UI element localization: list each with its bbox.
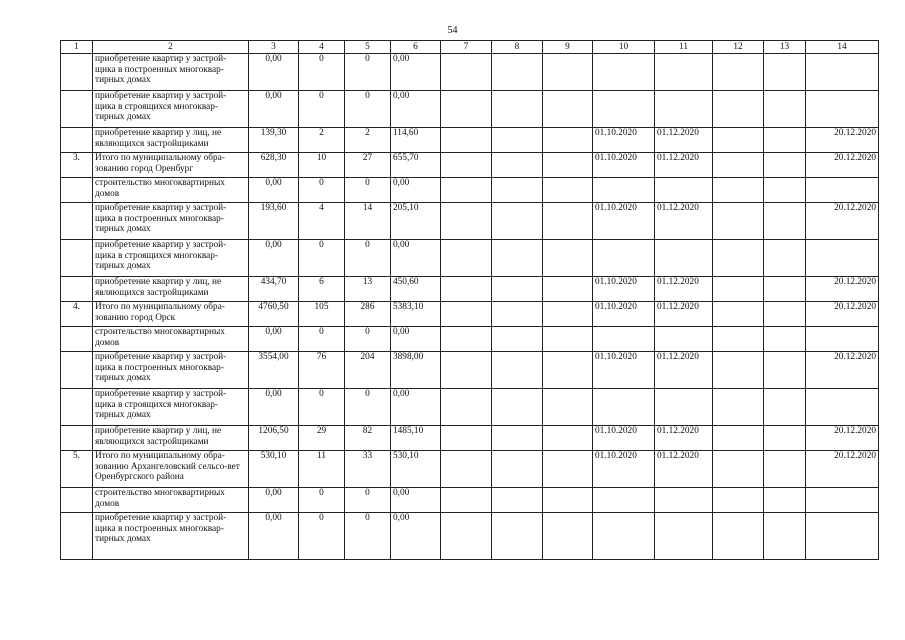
date-final-cell: 20.12.2020	[806, 352, 879, 389]
empty-cell	[441, 488, 492, 513]
date-end-cell	[655, 513, 713, 560]
table-row	[61, 277, 879, 302]
date-final-cell	[806, 488, 879, 513]
empty-cell	[713, 451, 764, 488]
empty-cell	[543, 302, 593, 327]
column-header: 12	[713, 41, 764, 54]
empty-cell	[441, 327, 492, 352]
apartments-count-cell: 76	[299, 352, 345, 389]
empty-cell	[713, 302, 764, 327]
row-number-cell	[61, 203, 93, 240]
area-cell: 0,00	[391, 54, 441, 91]
empty-cell	[713, 327, 764, 352]
area-cell: 0,00	[391, 513, 441, 560]
description-cell: приобретение квартир у застрой-щика в построенных многоквар-тирных домах	[93, 513, 249, 560]
description-cell: приобретение квартир у застрой-щика в строящихся многоквар-тирных домах	[93, 389, 249, 426]
date-end-cell	[655, 91, 713, 128]
date-end-cell: 01.12.2020	[655, 153, 713, 178]
row-number-cell	[61, 426, 93, 451]
empty-cell	[543, 426, 593, 451]
empty-cell	[713, 488, 764, 513]
date-end-cell: 01.12.2020	[655, 203, 713, 240]
empty-cell	[492, 389, 543, 426]
cost-cell: 0,00	[249, 513, 299, 560]
column-header: 2	[93, 41, 249, 54]
date-final-cell: 20.12.2020	[806, 302, 879, 327]
table-row	[61, 426, 879, 451]
empty-cell	[441, 178, 492, 203]
area-cell: 530,10	[391, 451, 441, 488]
empty-cell	[441, 389, 492, 426]
row-number-cell: 4.	[61, 302, 93, 327]
area-cell: 3898,00	[391, 352, 441, 389]
cost-cell: 3554,00	[249, 352, 299, 389]
empty-cell	[713, 153, 764, 178]
residents-count-cell: 33	[345, 451, 391, 488]
date-end-cell	[655, 178, 713, 203]
residents-count-cell: 0	[345, 327, 391, 352]
row-number-cell	[61, 128, 93, 153]
date-final-cell	[806, 240, 879, 277]
empty-cell	[713, 178, 764, 203]
area-cell: 5383,10	[391, 302, 441, 327]
date-start-cell	[593, 389, 655, 426]
cost-cell: 139,30	[249, 128, 299, 153]
column-header: 4	[299, 41, 345, 54]
apartments-count-cell: 6	[299, 277, 345, 302]
empty-cell	[764, 513, 806, 560]
area-cell: 0,00	[391, 327, 441, 352]
table-row	[61, 352, 879, 389]
residents-count-cell: 0	[345, 513, 391, 560]
residents-count-cell: 2	[345, 128, 391, 153]
empty-cell	[492, 203, 543, 240]
empty-cell	[713, 389, 764, 426]
description-cell: строительство многоквартирных домов	[93, 488, 249, 513]
empty-cell	[713, 128, 764, 153]
area-cell: 0,00	[391, 488, 441, 513]
date-start-cell	[593, 240, 655, 277]
empty-cell	[543, 389, 593, 426]
empty-cell	[764, 352, 806, 389]
apartments-count-cell: 10	[299, 153, 345, 178]
date-end-cell: 01.12.2020	[655, 277, 713, 302]
cost-cell: 4760,50	[249, 302, 299, 327]
empty-cell	[492, 302, 543, 327]
date-start-cell: 01.10.2020	[593, 128, 655, 153]
apartments-count-cell: 0	[299, 240, 345, 277]
apartments-count-cell: 0	[299, 513, 345, 560]
description-cell: строительство многоквартирных домов	[93, 327, 249, 352]
empty-cell	[441, 302, 492, 327]
area-cell: 205,10	[391, 203, 441, 240]
page-number: 54	[447, 25, 458, 36]
area-cell: 0,00	[391, 389, 441, 426]
cost-cell: 1206,50	[249, 426, 299, 451]
date-final-cell: 20.12.2020	[806, 277, 879, 302]
table-row	[61, 54, 879, 91]
apartments-count-cell: 11	[299, 451, 345, 488]
cost-cell: 0,00	[249, 54, 299, 91]
table-row	[61, 128, 879, 153]
empty-cell	[713, 426, 764, 451]
row-number-cell	[61, 91, 93, 128]
empty-cell	[764, 240, 806, 277]
empty-cell	[764, 54, 806, 91]
apartments-count-cell: 0	[299, 488, 345, 513]
row-number-cell	[61, 352, 93, 389]
description-cell: Итого по муниципальному обра-зованию город Оренбург	[93, 153, 249, 178]
description-cell: приобретение квартир у лиц, не являющихся застройщиками	[93, 128, 249, 153]
apartments-count-cell: 2	[299, 128, 345, 153]
date-start-cell	[593, 91, 655, 128]
row-number-cell: 5.	[61, 451, 93, 488]
empty-cell	[492, 91, 543, 128]
date-end-cell	[655, 488, 713, 513]
date-start-cell: 01.10.2020	[593, 451, 655, 488]
date-end-cell: 01.12.2020	[655, 302, 713, 327]
date-final-cell: 20.12.2020	[806, 128, 879, 153]
column-header: 10	[593, 41, 655, 54]
table-row	[61, 91, 879, 128]
cost-cell: 530,10	[249, 451, 299, 488]
date-end-cell	[655, 54, 713, 91]
empty-cell	[492, 178, 543, 203]
table-row	[61, 451, 879, 488]
empty-cell	[713, 513, 764, 560]
empty-cell	[441, 91, 492, 128]
cost-cell: 0,00	[249, 240, 299, 277]
date-start-cell: 01.10.2020	[593, 153, 655, 178]
table-row	[61, 327, 879, 352]
column-header: 9	[543, 41, 593, 54]
table-body	[61, 54, 879, 560]
empty-cell	[764, 451, 806, 488]
row-number-cell	[61, 488, 93, 513]
row-number-cell: 3.	[61, 153, 93, 178]
apartments-count-cell: 105	[299, 302, 345, 327]
table-row	[61, 203, 879, 240]
empty-cell	[543, 240, 593, 277]
area-cell: 0,00	[391, 178, 441, 203]
apartments-count-cell: 0	[299, 327, 345, 352]
empty-cell	[441, 54, 492, 91]
description-cell: строительство многоквартирных домов	[93, 178, 249, 203]
table-row	[61, 178, 879, 203]
row-number-cell	[61, 389, 93, 426]
column-number-row	[61, 41, 879, 54]
residents-count-cell: 286	[345, 302, 391, 327]
column-header: 11	[655, 41, 713, 54]
apartments-count-cell: 29	[299, 426, 345, 451]
table-row	[61, 513, 879, 560]
date-end-cell: 01.12.2020	[655, 426, 713, 451]
apartments-count-cell: 0	[299, 178, 345, 203]
cost-cell: 0,00	[249, 91, 299, 128]
empty-cell	[764, 203, 806, 240]
empty-cell	[543, 451, 593, 488]
date-final-cell: 20.12.2020	[806, 426, 879, 451]
cost-cell: 434,70	[249, 277, 299, 302]
row-number-cell	[61, 240, 93, 277]
column-header: 5	[345, 41, 391, 54]
empty-cell	[764, 91, 806, 128]
date-start-cell	[593, 488, 655, 513]
date-start-cell	[593, 513, 655, 560]
date-end-cell: 01.12.2020	[655, 352, 713, 389]
empty-cell	[764, 178, 806, 203]
empty-cell	[492, 513, 543, 560]
description-cell: приобретение квартир у застрой-щика в построенных многоквар-тирных домах	[93, 352, 249, 389]
empty-cell	[764, 128, 806, 153]
residents-count-cell: 0	[345, 178, 391, 203]
apartments-count-cell: 0	[299, 91, 345, 128]
description-cell: приобретение квартир у лиц, не являющихся застройщиками	[93, 277, 249, 302]
empty-cell	[441, 240, 492, 277]
apartments-count-cell: 4	[299, 203, 345, 240]
empty-cell	[764, 327, 806, 352]
date-end-cell	[655, 240, 713, 277]
residents-count-cell: 14	[345, 203, 391, 240]
empty-cell	[713, 277, 764, 302]
empty-cell	[441, 203, 492, 240]
empty-cell	[543, 488, 593, 513]
column-header: 14	[806, 41, 879, 54]
date-final-cell	[806, 389, 879, 426]
date-final-cell	[806, 513, 879, 560]
cost-cell: 193,60	[249, 203, 299, 240]
empty-cell	[492, 352, 543, 389]
area-cell: 114,60	[391, 128, 441, 153]
date-end-cell	[655, 327, 713, 352]
date-final-cell: 20.12.2020	[806, 203, 879, 240]
date-end-cell: 01.12.2020	[655, 451, 713, 488]
column-header: 1	[61, 41, 93, 54]
residents-count-cell: 0	[345, 240, 391, 277]
empty-cell	[543, 91, 593, 128]
date-start-cell	[593, 54, 655, 91]
table-row	[61, 153, 879, 178]
date-end-cell: 01.12.2020	[655, 128, 713, 153]
date-start-cell: 01.10.2020	[593, 277, 655, 302]
date-start-cell: 01.10.2020	[593, 203, 655, 240]
empty-cell	[543, 178, 593, 203]
empty-cell	[713, 240, 764, 277]
description-cell: приобретение квартир у застрой-щика в строящихся многоквар-тирных домах	[93, 240, 249, 277]
table-row	[61, 240, 879, 277]
residents-count-cell: 27	[345, 153, 391, 178]
cost-cell: 628,30	[249, 153, 299, 178]
empty-cell	[764, 153, 806, 178]
area-cell: 655,70	[391, 153, 441, 178]
table-row	[61, 488, 879, 513]
column-header: 3	[249, 41, 299, 54]
cost-cell: 0,00	[249, 389, 299, 426]
date-start-cell	[593, 327, 655, 352]
empty-cell	[492, 488, 543, 513]
empty-cell	[543, 513, 593, 560]
empty-cell	[492, 153, 543, 178]
date-start-cell: 01.10.2020	[593, 426, 655, 451]
area-cell: 0,00	[391, 240, 441, 277]
empty-cell	[543, 327, 593, 352]
empty-cell	[492, 128, 543, 153]
residents-count-cell: 13	[345, 277, 391, 302]
date-start-cell: 01.10.2020	[593, 352, 655, 389]
empty-cell	[441, 513, 492, 560]
empty-cell	[764, 389, 806, 426]
residents-count-cell: 82	[345, 426, 391, 451]
area-cell: 1485,10	[391, 426, 441, 451]
table-row	[61, 389, 879, 426]
column-header: 8	[492, 41, 543, 54]
empty-cell	[713, 352, 764, 389]
date-final-cell	[806, 327, 879, 352]
empty-cell	[713, 91, 764, 128]
empty-cell	[492, 327, 543, 352]
row-number-cell	[61, 54, 93, 91]
empty-cell	[492, 426, 543, 451]
row-number-cell	[61, 277, 93, 302]
description-cell: приобретение квартир у застрой-щика в строящихся многоквар-тирных домах	[93, 91, 249, 128]
row-number-cell	[61, 327, 93, 352]
empty-cell	[713, 54, 764, 91]
area-cell: 450,60	[391, 277, 441, 302]
apartments-count-cell: 0	[299, 54, 345, 91]
description-cell: приобретение квартир у лиц, не являющихся застройщиками	[93, 426, 249, 451]
cost-cell: 0,00	[249, 327, 299, 352]
empty-cell	[441, 277, 492, 302]
empty-cell	[713, 203, 764, 240]
empty-cell	[543, 352, 593, 389]
row-number-cell	[61, 178, 93, 203]
date-end-cell	[655, 389, 713, 426]
description-cell: Итого по муниципальному обра-зованию город Орск	[93, 302, 249, 327]
residents-count-cell: 0	[345, 389, 391, 426]
cost-cell: 0,00	[249, 488, 299, 513]
empty-cell	[441, 352, 492, 389]
apartments-count-cell: 0	[299, 389, 345, 426]
housing-program-table	[60, 40, 879, 560]
empty-cell	[492, 451, 543, 488]
cost-cell: 0,00	[249, 178, 299, 203]
column-header: 13	[764, 41, 806, 54]
date-final-cell: 20.12.2020	[806, 153, 879, 178]
row-number-cell	[61, 513, 93, 560]
empty-cell	[543, 277, 593, 302]
date-start-cell	[593, 178, 655, 203]
empty-cell	[441, 426, 492, 451]
description-cell: Итого по муниципальному обра-зованию Архангеловский сельсо-вет Оренбургского района	[93, 451, 249, 488]
empty-cell	[492, 277, 543, 302]
date-final-cell: 20.12.2020	[806, 451, 879, 488]
empty-cell	[441, 451, 492, 488]
column-header: 6	[391, 41, 441, 54]
area-cell: 0,00	[391, 91, 441, 128]
empty-cell	[764, 302, 806, 327]
description-cell: приобретение квартир у застрой-щика в построенных многоквар-тирных домах	[93, 54, 249, 91]
table-row	[61, 302, 879, 327]
empty-cell	[543, 153, 593, 178]
residents-count-cell: 204	[345, 352, 391, 389]
column-header: 7	[441, 41, 492, 54]
residents-count-cell: 0	[345, 54, 391, 91]
empty-cell	[492, 54, 543, 91]
empty-cell	[441, 128, 492, 153]
empty-cell	[764, 426, 806, 451]
empty-cell	[543, 128, 593, 153]
residents-count-cell: 0	[345, 488, 391, 513]
empty-cell	[764, 277, 806, 302]
date-final-cell	[806, 91, 879, 128]
date-start-cell: 01.10.2020	[593, 302, 655, 327]
empty-cell	[441, 153, 492, 178]
empty-cell	[492, 240, 543, 277]
empty-cell	[543, 203, 593, 240]
date-final-cell	[806, 178, 879, 203]
date-final-cell	[806, 54, 879, 91]
empty-cell	[543, 54, 593, 91]
description-cell: приобретение квартир у застрой-щика в построенных многоквар-тирных домах	[93, 203, 249, 240]
empty-cell	[764, 488, 806, 513]
residents-count-cell: 0	[345, 91, 391, 128]
